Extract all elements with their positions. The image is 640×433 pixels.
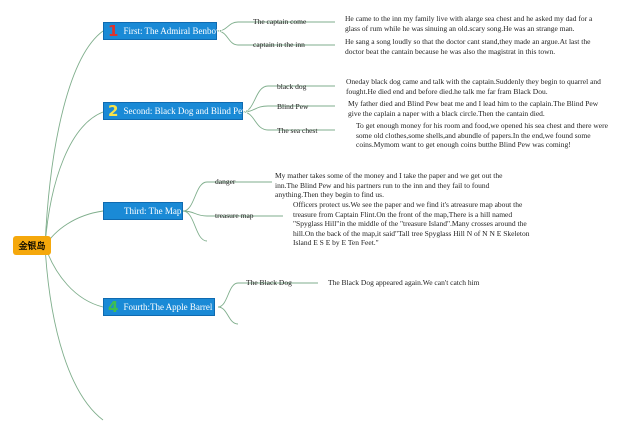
chapter-node-2[interactable] bbox=[103, 101, 249, 120]
topic-the-black-dog[interactable]: The Black Dog bbox=[246, 278, 292, 287]
detail-blind-pew: My father died and Blind Pew beat me and I lead him to the caplain.The Blind Pew give the caplain a naper with a black circle.Then the cantain died. bbox=[348, 99, 599, 118]
detail-danger: My mather takes some of the money and I take the paper and we get out the inn.The Blind Pew and his partners run to the inn and they fail to found anything.Then they begin to find us. bbox=[275, 171, 503, 199]
root-node[interactable] bbox=[13, 236, 51, 255]
topic-black-dog[interactable]: black dog bbox=[277, 82, 307, 91]
chapter-number-4: 4 bbox=[108, 297, 119, 316]
topic-sea-chest[interactable]: The sea chest bbox=[277, 126, 318, 135]
detail-captain-come: He came to the inn my family live with alarge sea chest and he asked my dad for a glass of rum while he was sinuing an old.scary song.He was an strange man. bbox=[345, 14, 593, 33]
topic-blind-pew[interactable]: Blind Pew bbox=[277, 102, 309, 111]
chapter-number-1: 1 bbox=[108, 21, 119, 40]
detail-treasure-map: Officers protect us.We see the paper and we find it's atreasure map about the treasure from Captain Flint.On the front of the map,There is a hill named "Spyglass Hill"in the middle of the "treasure Island".Many crosses around the hill.On the back of the map,it said"Tall tree Spyglass Hill N of N N E Skeleton Island E S E by E Ten Feet." bbox=[293, 200, 530, 247]
root-label: 金银岛 bbox=[18, 242, 46, 252]
detail-black-dog: Oneday black dog came and talk with the captain.Suddenly they begin to quarrel and fought.He died end and before died.he talk me far fram Black Dou. bbox=[346, 77, 601, 96]
chapter-title-3: Third: The Map bbox=[124, 206, 182, 216]
chapter-title-2: Second: Black Dog and Blind Pew bbox=[123, 106, 249, 116]
chapter-node-1[interactable] bbox=[103, 21, 223, 40]
chapter-number-2: 2 bbox=[108, 101, 119, 120]
detail-captain-in-the-inn: He sang a song loudly so that the doctor cant stand,they made an argue.At last the doctor beat the cantain because he was also the magistrat in this town. bbox=[345, 37, 591, 56]
topic-captain-in-the-inn[interactable]: captain in the inn bbox=[253, 40, 305, 49]
topic-treasure-map[interactable]: treasure map bbox=[215, 211, 254, 220]
topic-danger[interactable]: danger bbox=[215, 177, 236, 186]
chapter-title-1: First: The Admiral Benbow bbox=[123, 26, 223, 36]
topic-captain-come[interactable]: The captain come bbox=[253, 17, 307, 26]
chapter-title-4: Fourth:The Apple Barrel bbox=[123, 302, 213, 312]
chapter-node-3[interactable] bbox=[103, 202, 183, 220]
detail-sea-chest: To get enough money for his room and food,we opened his sea chest and there were some old clothes,some shells,and abundle of papers.In the end,we found some coins.Mymom want to get enough coins butthe Blind Pew was coming! bbox=[356, 121, 608, 149]
chapter-node-4[interactable] bbox=[103, 298, 215, 316]
detail-the-black-dog: The Black Dog appeared again.We can't catch him bbox=[328, 278, 480, 287]
